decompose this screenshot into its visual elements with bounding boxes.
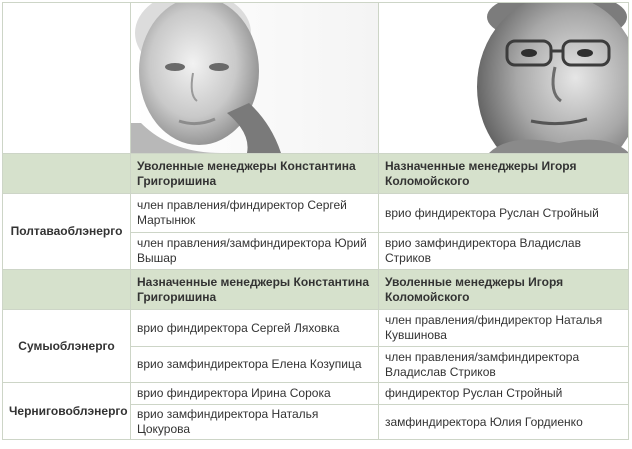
header-blank-cell — [3, 154, 131, 194]
table-row — [3, 194, 629, 233]
photo-cell-left — [131, 3, 379, 154]
left-manager-cell: врио замфиндиректора Елена Козупица — [131, 347, 379, 383]
table-row — [3, 310, 629, 347]
header-right-title: Назначенные менеджеры Игоря Коломойского — [379, 154, 629, 194]
region-cell: Черниговоблэнерго — [3, 383, 131, 440]
header-right-title: Уволенные менеджеры Игоря Коломойского — [379, 270, 629, 310]
header-blank-cell — [3, 270, 131, 310]
header-row-1 — [3, 154, 629, 194]
left-manager-cell: врио финдиректора Сергей Ляховка — [131, 310, 379, 347]
left-manager-cell: врио финдиректора Ирина Сорока — [131, 383, 379, 405]
left-manager-cell: член правления/финдиректор Сергей Мартынюк — [131, 194, 379, 233]
right-manager-cell: член правления/финдиректор Наталья Кувшинова — [379, 310, 629, 347]
managers-table — [2, 2, 629, 440]
right-manager-cell: врио замфиндиректора Владислав Стриков — [379, 233, 629, 270]
portrait-left-image — [131, 3, 378, 153]
header-row-2 — [3, 270, 629, 310]
right-manager-cell: замфиндиректора Юлия Гордиенко — [379, 405, 629, 440]
header-left-title: Назначенные менеджеры Константина Григоришина — [131, 270, 379, 310]
right-manager-cell: врио финдиректора Руслан Стройный — [379, 194, 629, 233]
portrait-right-image — [379, 3, 628, 153]
left-manager-cell: член правления/замфиндиректора Юрий Вышар — [131, 233, 379, 270]
photo-cell-right — [379, 3, 629, 154]
blank-corner-cell — [3, 3, 131, 154]
right-manager-cell: финдиректор Руслан Стройный — [379, 383, 629, 405]
header-left-title: Уволенные менеджеры Константина Григоришина — [131, 154, 379, 194]
table-row — [3, 383, 629, 405]
right-manager-cell: член правления/замфиндиректора Владислав Стриков — [379, 347, 629, 383]
left-manager-cell: врио замфиндиректора Наталья Цокурова — [131, 405, 379, 440]
region-cell: Сумыоблэнерго — [3, 310, 131, 383]
photo-row — [3, 3, 629, 154]
region-cell: Полтаваоблэнерго — [3, 194, 131, 270]
